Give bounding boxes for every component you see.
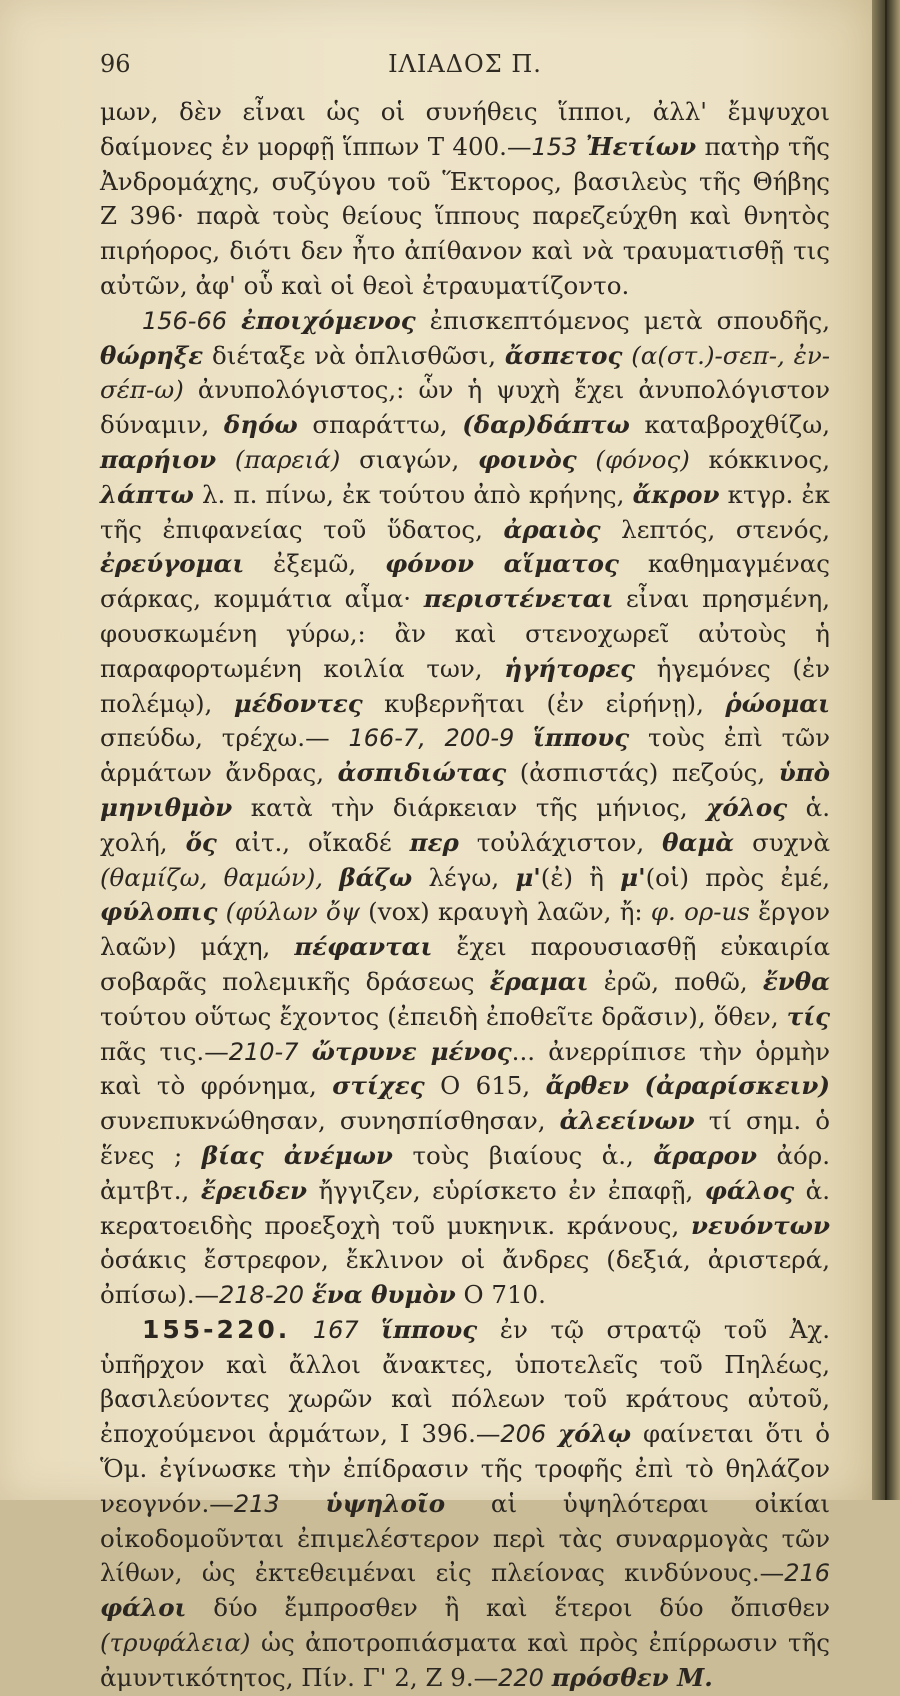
text-run: αἰτ., οἴκαδέ	[216, 827, 410, 857]
headword: θαμὰ	[662, 827, 735, 857]
text-run: τοὐλάχιστον,	[458, 827, 663, 857]
text-run	[290, 1315, 313, 1344]
text-run: αἱ ὑψηλότεραι οἰκίαι οἰκοδομοῦνται ἐπιμελέστερον περὶ τὰς συναρμογὰς τῶν λίθων, ὡς ἐκτεθειμέναι εἰς πλείονας κινδύνους.—	[100, 1488, 830, 1588]
headword: Ἠετίων	[585, 131, 697, 161]
headword: ὑψηλοῖο	[325, 1488, 446, 1518]
headword: φόνον αἵματος	[385, 549, 619, 579]
verse-reference: 216	[784, 1559, 830, 1588]
verse-reference: 213	[233, 1489, 280, 1518]
headword: ἐρεύγομαι	[100, 549, 245, 579]
headword: δηόω	[223, 410, 298, 440]
headword: λάπτω	[100, 479, 194, 509]
headword: ἔρειδεν	[200, 1175, 307, 1205]
verse-reference: 156-66	[142, 306, 228, 335]
verse-reference: 218-20	[219, 1281, 305, 1310]
headword: φάλος	[704, 1175, 795, 1205]
headword: φύλοπις	[100, 897, 218, 927]
text-run: συχνὰ	[734, 827, 830, 857]
text-run: μων, δὲν εἶναι ὡς οἱ συνήθεις ἵπποι, ἀλλ' ἔμψυχοι δαίμονες ἐν μορφῇ ἵππων Τ 400.—	[100, 97, 830, 161]
headword: (ἀραρίσκειν)	[644, 1071, 831, 1101]
italic-note: (θαμίζω, θαμών),	[100, 862, 324, 892]
text-run: τοὺς ἐπὶ τῶν ἁρμάτων ἄνδρας,	[100, 723, 830, 788]
text-run: κτγρ. ἐκ τῆς ἐπιφανείας τοῦ ὕδατος,	[100, 479, 830, 544]
text-run	[227, 306, 241, 335]
headword: ἄρθεν	[545, 1071, 630, 1101]
text-run: σπεύδω, τρέχω.—	[100, 723, 349, 753]
commentary-text	[100, 95, 830, 1696]
headword: βάζω	[339, 862, 413, 892]
text-run: ὁσάκις ἔστρεφον, ἔκλινον οἱ ἄνδρες (δεξιά, ἀριστερά, ὀπίσω).—	[100, 1245, 830, 1310]
headword: μ'	[515, 862, 541, 892]
headword: βίας ἀνέμων	[201, 1140, 393, 1170]
headword: μέδοντες	[233, 688, 363, 718]
text-run	[544, 1663, 552, 1692]
italic-note: (φόνος)	[595, 444, 690, 474]
text-run: συνεπυκνώθησαν, συνησπίσθησαν,	[100, 1106, 560, 1136]
text-run: ἐξεμῶ,	[244, 549, 386, 579]
italic-note: (τρυφάλεια)	[100, 1628, 251, 1658]
text-run	[514, 723, 533, 752]
text-run: καταβροχθίζω,	[629, 410, 830, 440]
headword: ἐποιχόμενος	[241, 305, 416, 335]
headword: φοινὸς	[478, 444, 577, 474]
text-run	[323, 863, 339, 892]
headword: τίς	[786, 1001, 830, 1031]
text-run: τοὺς βιαίους ἁ.,	[392, 1140, 654, 1170]
headword: μ'	[620, 862, 646, 892]
text-run: ἁ. χολή,	[100, 792, 830, 857]
headword: ἵππους	[533, 723, 630, 753]
headword: στίχες	[332, 1071, 425, 1101]
text-run	[359, 1315, 382, 1344]
headword: ἡγήτορες	[504, 653, 636, 683]
text-run: εἶναι πρησμένη, φουσκωμένη γύρω,: ἂν καὶ στενοχωρεῖ αὐτοὺς ἡ παραφορτωμένη κοιλία των,	[100, 584, 830, 683]
text-run: τί σημ. ὁ ἕνες ;	[100, 1106, 830, 1170]
text-run	[304, 1280, 312, 1309]
text-run: ὡς ἀποτροπιάσματα καὶ πρὸς ἐπίρρωσιν τῆς ἀμυντικότητος, Πίν. Γ' 2, Ζ 9.—	[100, 1628, 830, 1692]
text-run: (ἐ) ἢ	[540, 862, 621, 892]
text-run: ἀνυπολόγιστος,: ὧν ἡ ψυχὴ ἔχει ἀνυπολόγιστον δύναμιν,	[100, 375, 830, 440]
text-run: καθημαγμένας σάρκας, κομμάτια αἷμα·	[100, 549, 830, 614]
text-run	[622, 341, 631, 370]
headword: πέφανται	[294, 932, 433, 962]
text-run	[298, 1037, 311, 1066]
text-run: τούτου οὕτως ἔχοντος (ἐπειδὴ ἐποθεῖτε δρᾶσιν), ὅθεν,	[100, 1001, 787, 1031]
text-run: ἐρῶ, ποθῶ,	[588, 966, 763, 996]
text-run: ἐπισκεπτόμενος μετὰ σπουδῆς,	[415, 305, 830, 335]
text-run: λ. π. πίνω, ἐκ τούτου ἀπὸ κρήνης,	[193, 479, 633, 509]
text-run: πᾶς τις.—	[100, 1036, 229, 1066]
text-run: (vox) κραυγὴ λαῶν, ἤ:	[359, 897, 651, 927]
headword: ἀσπιδιώτας	[337, 758, 507, 788]
headword: ἄραρον	[653, 1140, 757, 1170]
headword: περιστένεται	[423, 584, 614, 614]
text-run: σπαράττω,	[297, 410, 463, 440]
running-title: ΙΛΙΑΔΟΣ Π.	[388, 50, 542, 78]
headword: ἔνθα	[762, 966, 830, 996]
text-run: (οἱ) πρὸς ἐμέ,	[645, 862, 830, 892]
page-header	[100, 50, 830, 90]
text-run	[280, 1489, 326, 1518]
text-run: ἔχει παρουσιασθῇ εὐκαιρία σοβαρᾶς πολεμικῆς δράσεως	[100, 932, 831, 996]
headword: ἄσπετος	[504, 340, 623, 370]
verse-reference: 206	[500, 1420, 547, 1449]
verse-reference: 167	[312, 1315, 359, 1344]
italic-note: φ. ορ-us	[650, 897, 750, 927]
paragraph	[100, 304, 830, 1313]
headword: ὅς	[185, 827, 217, 857]
headword: παρήιον	[100, 444, 217, 474]
paragraph	[100, 1313, 830, 1696]
headword: (δαρ)δάπτω	[462, 410, 630, 440]
verse-reference: 210-7	[228, 1037, 299, 1066]
headword: ἄκρον	[632, 479, 720, 509]
text-run: ἡγεμόνες (ἐν πολέμῳ),	[100, 653, 830, 718]
italic-note: (α(στ.)-σεπ-, ἐν-σέπ-ω)	[100, 340, 830, 405]
text-run: ἁ. κερατοειδὴς προεξοχὴ τοῦ μυκηνικ. κράνους,	[100, 1175, 831, 1240]
headword: ῥώομαι	[725, 688, 830, 718]
headword: περ	[409, 827, 459, 857]
text-run	[629, 1071, 644, 1100]
headword: ὑπὸ μηνιθμὸν	[100, 758, 830, 822]
text-run: σιαγών,	[340, 444, 479, 474]
text-run: ἔργον λαῶν) μάχη,	[100, 897, 830, 962]
text-run	[217, 897, 225, 926]
text-run: Ο 710.	[455, 1280, 546, 1310]
text-run	[216, 445, 235, 474]
verse-reference: 166-7, 200-9	[348, 724, 515, 753]
text-run: ... ἀνερρίπισε τὴν ὁρμὴν καὶ τὸ φρόνημα,	[100, 1036, 831, 1101]
headword: πρόσθεν Μ.	[551, 1662, 713, 1692]
italic-note: (φύλων ὄψ	[225, 897, 360, 927]
text-run: ἀόρ. ἀμτβτ.,	[100, 1140, 830, 1205]
headword: χόλος	[706, 792, 788, 822]
paragraph	[100, 95, 830, 304]
headword: ἀλεείνων	[559, 1106, 695, 1136]
text-run: κατὰ τὴν διάρκειαν τῆς μήνιος,	[232, 792, 707, 822]
text-run: διέταξε νὰ ὁπλισθῶσι,	[203, 340, 505, 370]
text-run: ἤγγιζεν, εὑρίσκετο ἐν ἐπαφῇ,	[306, 1175, 705, 1205]
text-run	[577, 445, 596, 474]
headword: ὤτρυνε μένος	[311, 1036, 512, 1066]
text-run	[546, 1419, 558, 1448]
text-run: (ἀσπιστάς) πεζούς,	[506, 758, 779, 788]
gutter-edge	[885, 0, 887, 1500]
headword: θώρηξε	[100, 340, 204, 370]
text-run: κόκκινος,	[689, 444, 830, 474]
text-run: κυβερνῆται (ἐν εἰρήνῃ),	[362, 688, 726, 718]
text-run: ἐν τῷ στρατῷ τοῦ Ἀχ. ὑπῆρχον καὶ ἄλλοι ἄνακτες, ὑποτελεῖς τοῦ Πηλέως, βασιλεύοντες χωρῶν καὶ πόλεων τοῦ κράτους αὐτοῦ, ἐποχούμενοι ἁρμάτων, Ι 396.—	[100, 1314, 831, 1449]
headword: ἔραμαι	[489, 966, 589, 996]
section-range: 155-220.	[142, 1314, 291, 1344]
text-run: φαίνεται ὅτι ὁ Ὅμ. ἐγίνωσκε τὴν ἐπίδρασιν τῆς τροφῆς ἐπὶ τὸ θηλάζον νεογνόν.—	[100, 1419, 830, 1518]
headword: ἵππους	[381, 1314, 478, 1344]
headword: ἕνα θυμὸν	[311, 1280, 456, 1310]
text-run: λεπτός, στενός,	[600, 514, 830, 544]
page-number: 96	[100, 50, 131, 78]
text-run: δύο ἔμπροσθεν ἢ καὶ ἕτεροι δύο ὄπισθεν	[186, 1593, 830, 1623]
text-run: λέγω,	[412, 862, 516, 892]
verse-reference: 220	[498, 1663, 544, 1692]
headword: ἀραιὸς	[503, 514, 601, 544]
italic-note: (παρειά)	[234, 444, 341, 474]
headword: χόλῳ	[558, 1419, 632, 1449]
headword: φάλοι	[100, 1593, 187, 1623]
text-run: πατὴρ τῆς Ἀνδρομάχης, συζύγου τοῦ Ἕκτορος, βασιλεὺς τῆς Θήβης Ζ 396· παρὰ τοὺς θείους ἵππους παρεζεύχθη καὶ θνητὸς πιρήορος, διότι δεν ἦτο ἀπίθανον καὶ νὰ τραυματισθῇ τις αὐτῶν, ἀφ' οὗ καὶ οἱ θεοὶ ἐτραυματίζοντο.	[100, 131, 831, 300]
headword: νευόντων	[690, 1210, 830, 1240]
text-run	[577, 132, 585, 161]
text-run: Ο 615,	[424, 1071, 546, 1101]
verse-reference: 153	[531, 132, 578, 161]
